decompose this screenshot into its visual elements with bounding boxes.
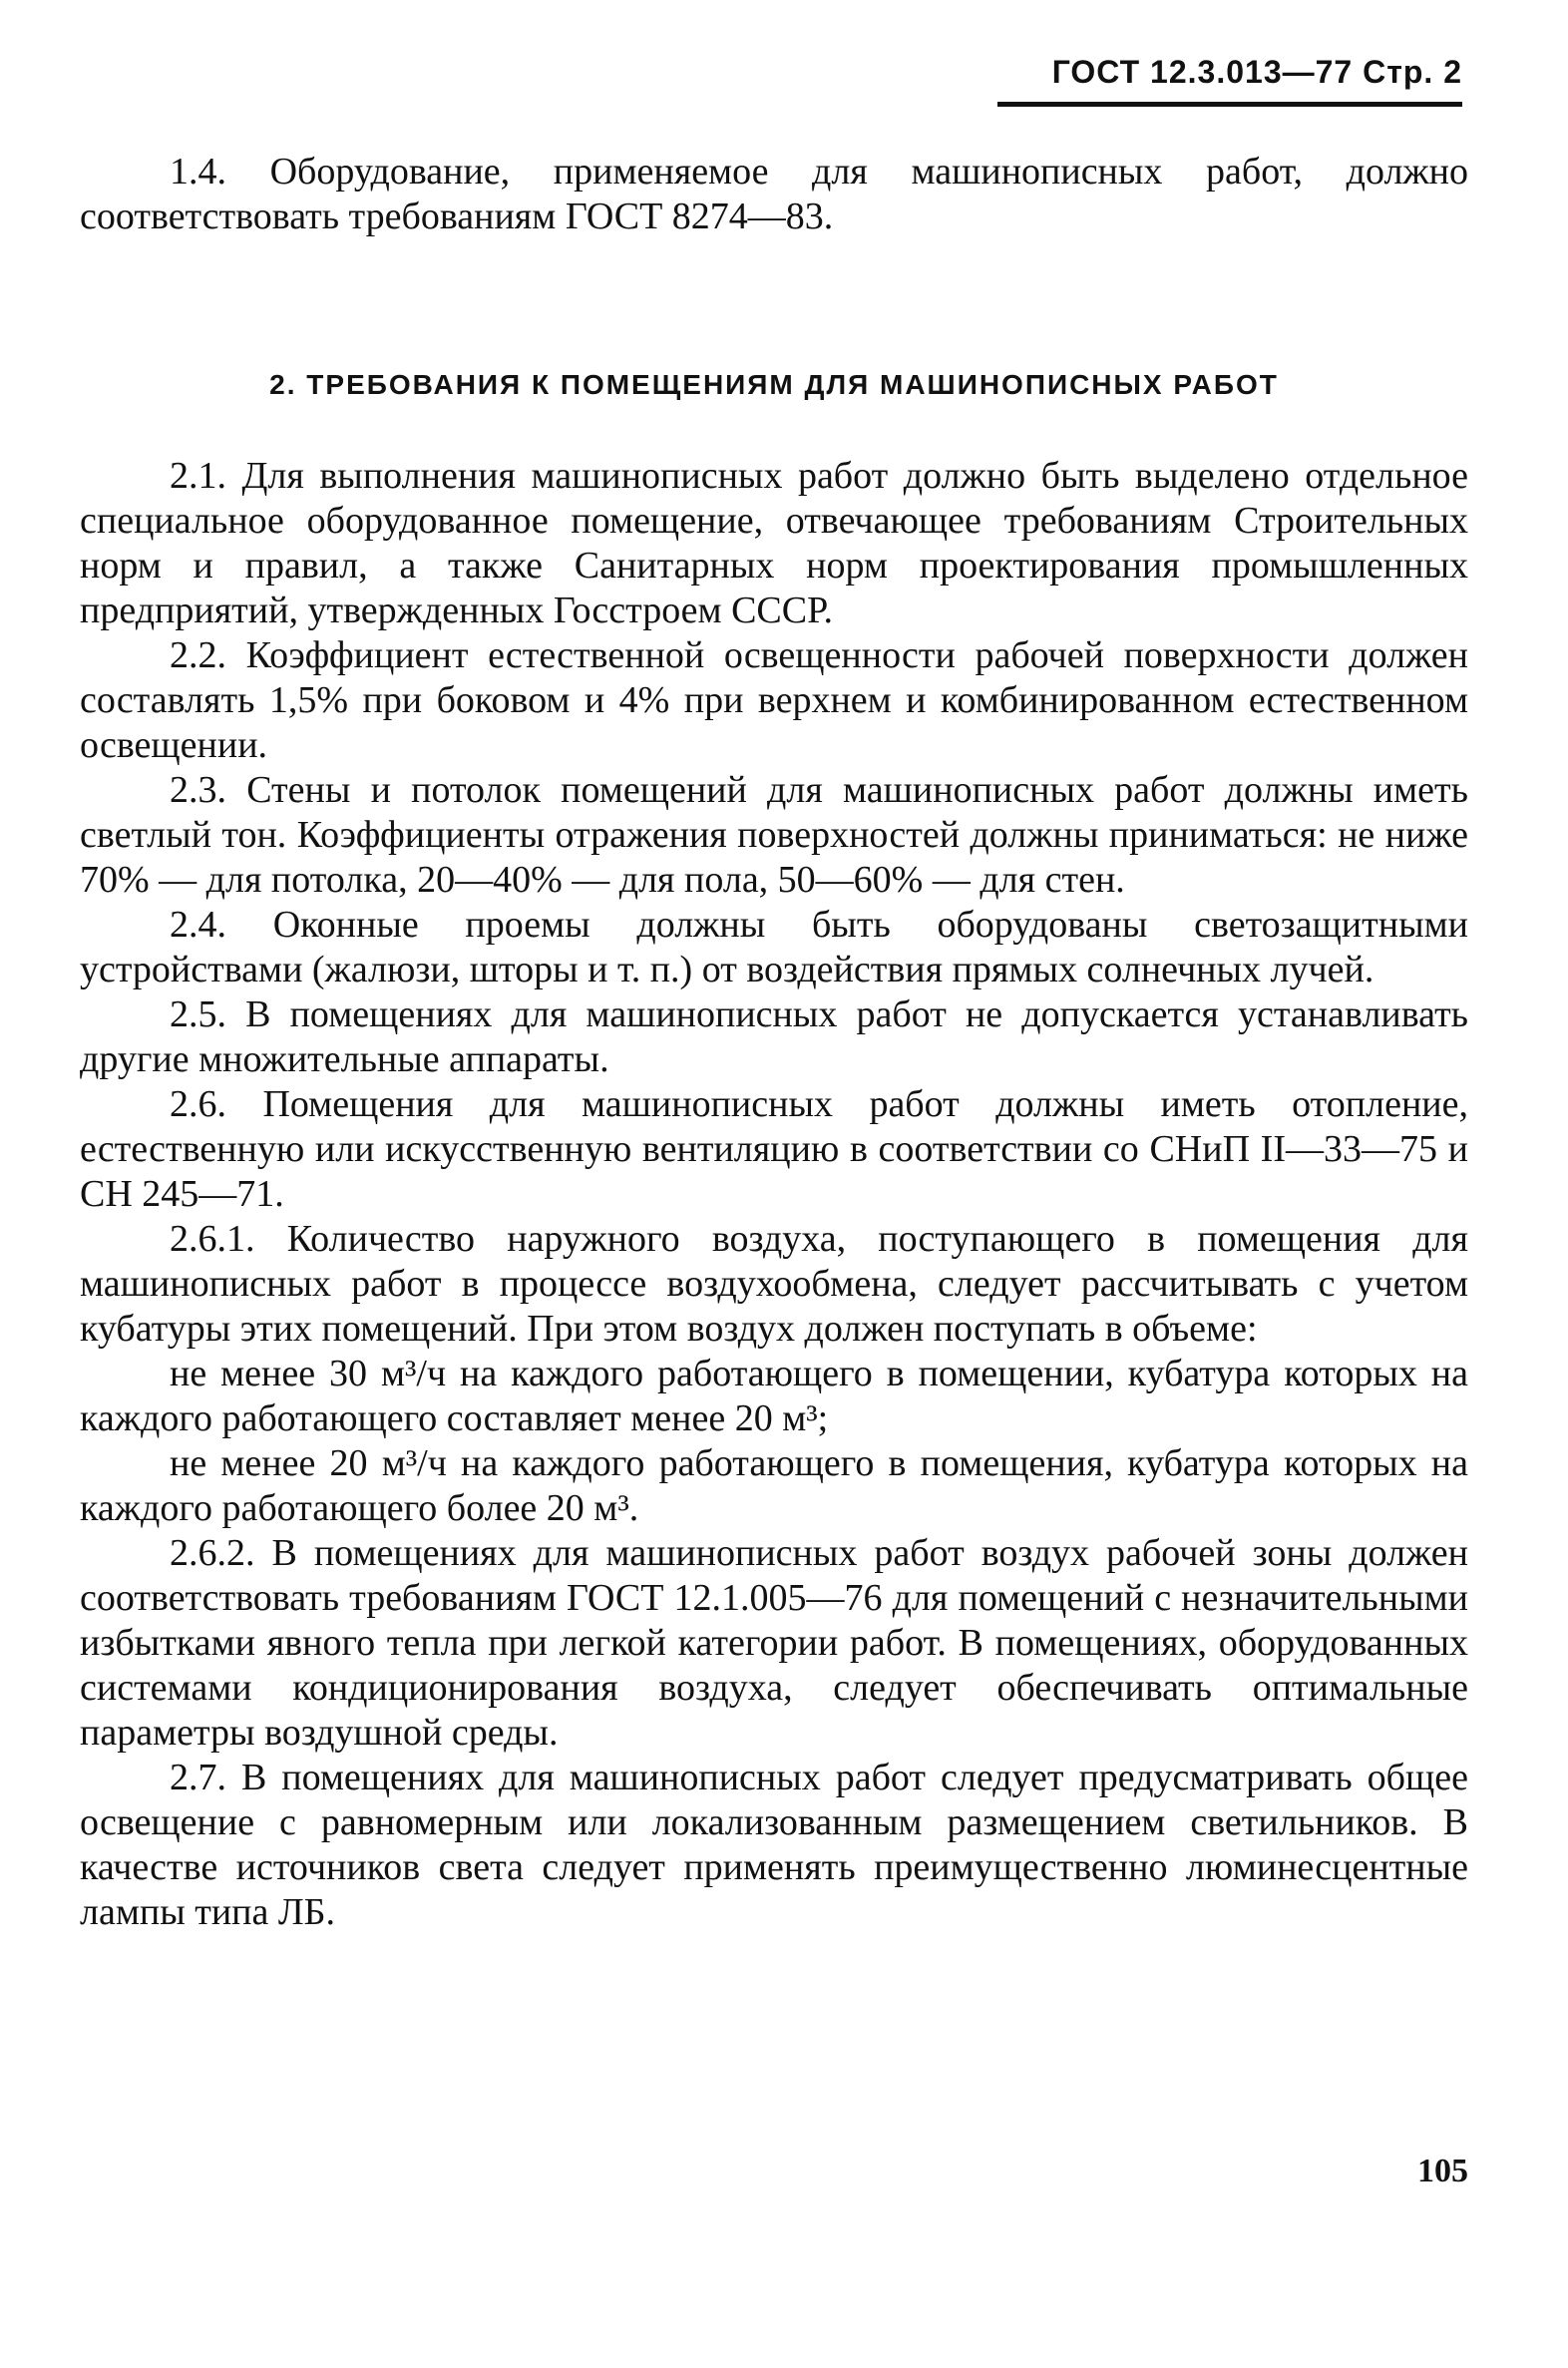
paragraph-1-4: 1.4. Оборудование, применяемое для машинописных работ, должно соответствовать требованиям ГОСТ 8274—83. bbox=[80, 151, 1468, 237]
intro-block bbox=[80, 150, 1468, 239]
paragraph-2-3: 2.3. Стены и потолок помещений для машинописных работ должны иметь светлый тон. Коэффициенты отражения поверхностей должны приниматься: не ниже 70% — для потолка, 20—40% — для пола, 50—60% — для стен. bbox=[80, 769, 1468, 901]
paragraph-2-2: 2.2. Коэффициент естественной освещенности рабочей поверхности должен составлять 1,5% при боковом и 4% при верхнем и комбинированном естественном освещении. bbox=[80, 634, 1468, 766]
section-heading: 2. ТРЕБОВАНИЯ К ПОМЕЩЕНИЯМ ДЛЯ МАШИНОПИСНЫХ РАБОТ bbox=[269, 369, 1279, 400]
page-number: 105 bbox=[1417, 2153, 1468, 2189]
paragraph-2-4: 2.4. Оконные проемы должны быть оборудованы светозащитными устройствами (жалюзи, шторы и т. п.) от воздействия прямых солнечных лучей. bbox=[80, 904, 1468, 990]
paragraph-2-1: 2.1. Для выполнения машинописных работ должно быть выделено отдельное специальное оборудованное помещение, отвечающее требованиям Строительных норм и правил, а также Санитарных норм проектирования промышленных предприятий, утвержденных Госстроем СССР. bbox=[80, 455, 1468, 631]
paragraph-2-5: 2.5. В помещениях для машинописных работ не допускается устанавливать другие множительные аппараты. bbox=[80, 993, 1468, 1080]
paragraph-2-6-1: 2.6.1. Количество наружного воздуха, поступающего в помещения для машинописных работ в процессе воздухообмена, следует рассчитывать с учетом кубатуры этих помещений. При этом воздух должен поступать в объеме: bbox=[80, 1218, 1468, 1350]
paragraph-2-7: 2.7. В помещениях для машинописных работ следует предусматривать общее освещение с равномерным или локализованным размещением светильников. В качестве источников света следует применять преимущественно люминесцентные лампы типа ЛБ. bbox=[80, 1757, 1468, 1933]
body-text bbox=[80, 454, 1468, 1935]
paragraph-2-6: 2.6. Помещения для машинописных работ должны иметь отопление, естественную или искусственную вентиляцию в соответствии со СНиП II—33—75 и СН 245—71. bbox=[80, 1083, 1468, 1215]
header-rule bbox=[997, 102, 1462, 107]
list-item-air-volume-1: не менее 30 м³/ч на каждого работающего в помещении, кубатура которых на каждого работающего составляет менее 20 м³; bbox=[80, 1353, 1468, 1439]
list-item-air-volume-2: не менее 20 м³/ч на каждого работающего в помещения, кубатура которых на каждого работающего более 20 м³. bbox=[80, 1442, 1468, 1529]
running-header: ГОСТ 12.3.013—77 Стр. 2 bbox=[1051, 54, 1462, 90]
paragraph-2-6-2: 2.6.2. В помещениях для машинописных работ воздух рабочей зоны должен соответствовать требованиям ГОСТ 12.1.005—76 для помещений с незначительными избытками явного тепла при легкой категории работ. В помещениях, оборудованных системами кондиционирования воздуха, следует обеспечивать оптимальные параметры воздушной среды. bbox=[80, 1532, 1468, 1754]
